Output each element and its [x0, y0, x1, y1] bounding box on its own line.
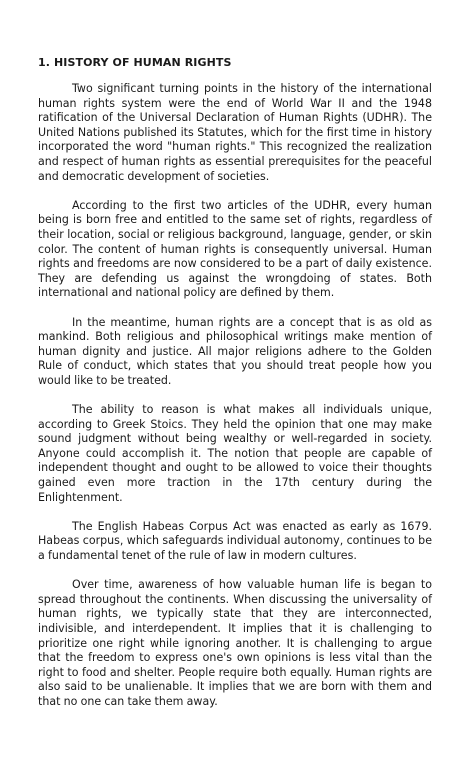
section-heading: 1. HISTORY OF HUMAN RIGHTS [38, 56, 232, 69]
paragraph-3: In the meantime, human rights are a concept that is as old as mankind. Both religious and philosophical writings make mention of human dignity and justice. All major religions adhere to the Golden Rule of conduct, which states that you should treat people how you would like to be treated. [38, 315, 432, 387]
paragraph-2: According to the first two articles of the UDHR, every human being is born free and entitled to the same set of rights, regardless of their location, social or religious background, language, gender, or skin color. The content of human rights is consequently universal. Human rights and freedoms are now considered to be a part of daily existence. They are defending us against the wrongdoing of states. Both international and national policy are defined by them. [38, 198, 432, 300]
paragraph-6: Over time, awareness of how valuable human life is began to spread throughout the continents. When discussing the universality of human rights, we typically state that they are interconnected, indivisible, and interdependent. It implies that it is challenging to prioritize one right while ignoring another. It is challenging to argue that the freedom to express one's own opinions is less vital than the right to food and shelter. People require both equally. Human rights are also said to be unalienable. It implies that we are born with them and that no one can take them away. [38, 578, 432, 708]
paragraph-4: The ability to reason is what makes all individuals unique, according to Greek Stoics. They held the opinion that one may make sound judgment without being wealthy or well-regarded in society. Anyone could accomplish it. The notion that people are capable of independent thought and ought to be allowed to voice their thoughts gained even more traction in the 17th century during the Enlightenment. [38, 403, 432, 504]
paragraph-1: Two significant turning points in the history of the international human rights system were the end of World War II and the 1948 ratification of the Universal Declaration of Human Rights (UDHR). The United Nations published its Statutes, which for the first time in history incorporated the word "human rights." This recognized the realization and respect of human rights as essential prerequisites for the peaceful and democratic development of societies. [38, 82, 432, 183]
paragraph-5: The English Habeas Corpus Act was enacted as early as 1679. Habeas corpus, which safeguards individual autonomy, continues to be a fundamental tenet of the rule of law in modern cultures. [38, 519, 432, 562]
document-page [38, 56, 432, 724]
